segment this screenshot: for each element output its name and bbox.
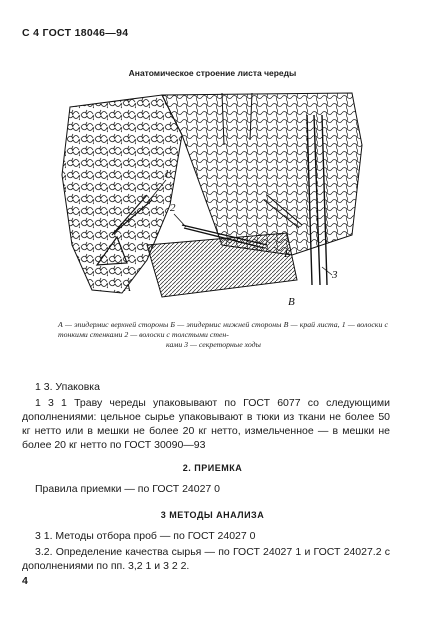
label-1: 1 bbox=[164, 168, 170, 180]
label-B: Б bbox=[284, 248, 291, 260]
label-2: 2 bbox=[170, 202, 176, 214]
section-3-2-text: 3.2. Определение качества сырья — по ГОСТ 24027 1 и ГОСТ 24027.2 с дополнениями по пп. 3,2 1 и 3 2 2. bbox=[22, 546, 390, 572]
leaf-anatomy-illustration bbox=[52, 85, 382, 315]
section-3-heading: 3 МЕТОДЫ АНАЛИЗА bbox=[160, 510, 265, 520]
page-number: 4 bbox=[22, 575, 28, 587]
section-1-3-heading: 1 3. Упаковка bbox=[35, 381, 100, 393]
label-V: В bbox=[288, 296, 295, 308]
label-3: 3 bbox=[332, 269, 338, 281]
figure-title: Анатомическое строение листа череды bbox=[128, 68, 297, 78]
section-2-heading: 2. ПРИЕМКА bbox=[182, 463, 243, 473]
caption-line-1: А — эпидермис верхней стороны Б — эпидермис нижней стороны В — край листа, 1 — волоски с тонкими стенками 2 — волоски с толстыми стен- bbox=[58, 320, 388, 339]
label-A: А bbox=[124, 282, 131, 294]
section-3-1-text: 3 1. Методы отбора проб — по ГОСТ 24027 0 bbox=[35, 530, 256, 542]
caption-line-2: ками 3 — секреторные ходы bbox=[166, 340, 261, 349]
page-header: С 4 ГОСТ 18046—94 bbox=[22, 27, 129, 39]
leaf-edge-region bbox=[147, 233, 297, 297]
figure-caption bbox=[58, 320, 388, 350]
section-1-3-text: 1 3 1 Траву череды упаковывают по ГОСТ 6077 со следующими дополнениями: цельное сырье упаковывают в тюки из ткани не более 50 кг нетто или в мешки не более 20 кг нетто, измельченное — в мешки не более 20 кг нетто по ГОСТ 30090—93 bbox=[22, 397, 390, 451]
section-2-text: Правила приемки — по ГОСТ 24027 0 bbox=[35, 483, 221, 495]
